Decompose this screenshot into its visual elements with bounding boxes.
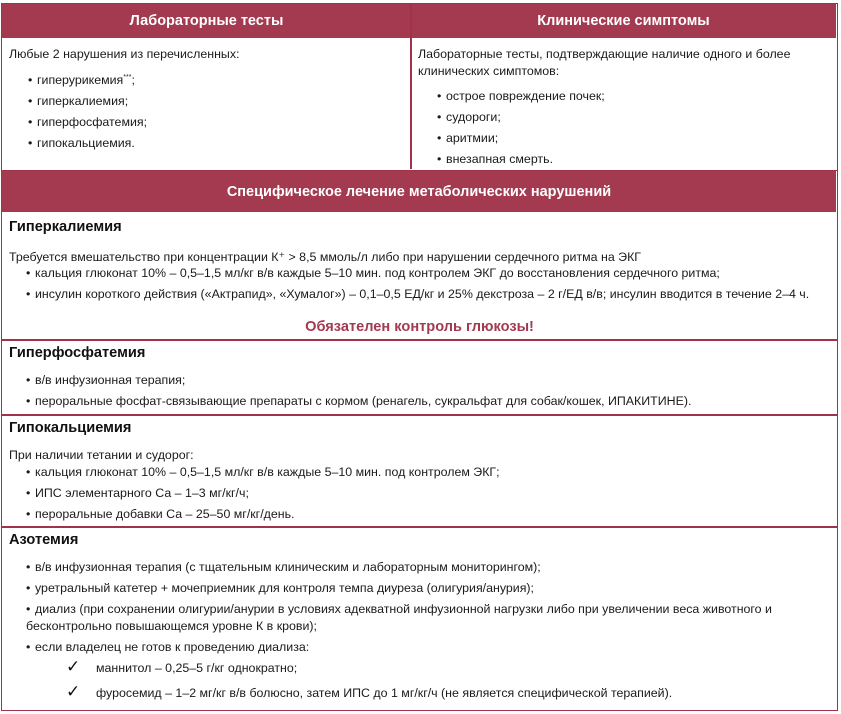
clinical-symptoms-header xyxy=(411,4,836,38)
clinical-item: • острое повреждение почек; xyxy=(437,89,605,103)
lab-tests-header-text: Лабораторные тесты xyxy=(129,13,284,29)
bullet-icon: • xyxy=(26,465,31,479)
hyperkalemia-item: • кальция глюконат 10% – 0,5–1,5 мл/кг в/в каждые 5–10 мин. под контролем ЭКГ до восстановления сердечного ритма; xyxy=(26,266,720,280)
azotemia-dialysis-line: • диализ (при сохранении олигурии/анурии в условиях адекватной инфузионной нагрузки либо при увеличении веса животного и xyxy=(26,602,772,616)
lab-intro: Любые 2 нарушения из перечисленных: xyxy=(9,47,240,61)
hypocalcemia-item: • кальция глюконат 10% – 0,5–1,5 мл/кг в/в каждые 5–10 мин. под контролем ЭКГ; xyxy=(26,465,500,479)
section-divider xyxy=(2,339,837,341)
hyperphosphatemia-item: • в/в инфузионная терапия; xyxy=(26,373,186,387)
bullet-icon: • xyxy=(26,287,31,301)
section-divider xyxy=(2,526,837,528)
treatment-header xyxy=(2,171,836,212)
lab-item: • гиперкалиемия; xyxy=(28,94,129,108)
bullet-icon: • xyxy=(26,640,31,654)
bullet-icon: • xyxy=(26,373,31,387)
clinical-intro-line: Лабораторные тесты, подтверждающие наличие одного и более xyxy=(418,47,791,61)
azotemia-item: • в/в инфузионная терапия (с тщательным клиническим и лабораторным мониторингом); xyxy=(26,560,541,574)
lab-item: • гипокальциемия. xyxy=(28,136,135,150)
hypocalcemia-title: Гипокальциемия xyxy=(9,420,132,436)
hyperkalemia-title: Гиперкалиемия xyxy=(9,219,122,235)
bullet-icon: • xyxy=(26,266,31,280)
bullet-icon: • xyxy=(26,602,31,616)
clinical-item: • аритмии; xyxy=(437,131,499,145)
treatment-table xyxy=(1,171,838,711)
bullet-icon: • xyxy=(26,581,31,595)
clinical-item: • внезапная смерть. xyxy=(437,152,554,166)
clinical-item: • судороги; xyxy=(437,110,501,124)
column-divider xyxy=(410,4,412,169)
bullet-icon: • xyxy=(26,486,31,500)
azotemia-owner-line: • если владелец не готов к проведению диализа: xyxy=(26,640,310,654)
bullet-icon: • xyxy=(26,560,31,574)
azotemia-dialysis-line: бесконтрольно повышающемся уровне К в крови); xyxy=(26,619,317,633)
bullet-icon: • xyxy=(28,136,33,150)
hypocalcemia-item: • пероральные добавки Са – 25–50 мг/кг/день. xyxy=(26,507,295,521)
section-divider xyxy=(2,414,837,416)
bullet-icon: • xyxy=(28,73,33,87)
treatment-header-text: Специфическое лечение метаболических нарушений xyxy=(226,183,612,200)
azotemia-title: Азотемия xyxy=(9,532,79,548)
footnote-mark: *** xyxy=(123,73,132,81)
checkmark-icon: ✓ xyxy=(66,682,81,701)
bullet-icon: • xyxy=(26,507,31,521)
bullet-icon: • xyxy=(26,394,31,408)
criteria-table xyxy=(1,3,838,171)
glucose-warning: Обязателен контроль глюкозы! xyxy=(305,319,534,335)
lab-item: • гиперфосфатемия; xyxy=(28,115,148,129)
clinical-intro-line: клинических симптомов: xyxy=(418,64,560,78)
hypocalcemia-item: • ИПС элементарного Са – 1–3 мг/кг/ч; xyxy=(26,486,249,500)
hyperphosphatemia-item: • пероральные фосфат-связывающие препараты с кормом (ренагель, сукральфат для собак/кошек, ИПАКИТИНЕ). xyxy=(26,394,692,408)
bullet-icon: • xyxy=(437,152,442,166)
hyperkalemia-intro: Требуется вмешательство при концентрации К⁺ > 8,5 ммоль/л либо при нарушении сердечного ритма на ЭКГ xyxy=(9,250,642,264)
hypocalcemia-intro: При наличии тетании и судорог: xyxy=(9,448,194,462)
checkmark-icon: ✓ xyxy=(66,657,81,676)
hyperphosphatemia-title: Гиперфосфатемия xyxy=(9,345,146,361)
hyperkalemia-item: • инсулин короткого действия («Актрапид», «Хумалог») – 0,1–0,5 ЕД/кг и 25% декстроза – 2 г/ЕД в/в; инсулин вводится в течение 2–4 ч. xyxy=(26,287,810,301)
azotemia-item: • уретральный катетер + мочеприемник для контроля темпа диуреза (олигурия/анурия); xyxy=(26,581,534,595)
lab-item: • гиперурикемия***; xyxy=(28,73,135,87)
clinical-symptoms-header-text: Клинические симптомы xyxy=(537,13,710,29)
azotemia-check-item: фуросемид – 1–2 мг/кг в/в болюсно, затем ИПС до 1 мг/кг/ч (не является специфической терапией). xyxy=(96,686,673,700)
bullet-icon: • xyxy=(437,110,442,124)
bullet-icon: • xyxy=(437,131,442,145)
bullet-icon: • xyxy=(28,115,33,129)
bullet-icon: • xyxy=(28,94,33,108)
bullet-icon: • xyxy=(437,89,442,103)
azotemia-check-item: маннитол – 0,25–5 г/кг однократно; xyxy=(96,661,298,675)
lab-tests-header xyxy=(2,4,411,38)
